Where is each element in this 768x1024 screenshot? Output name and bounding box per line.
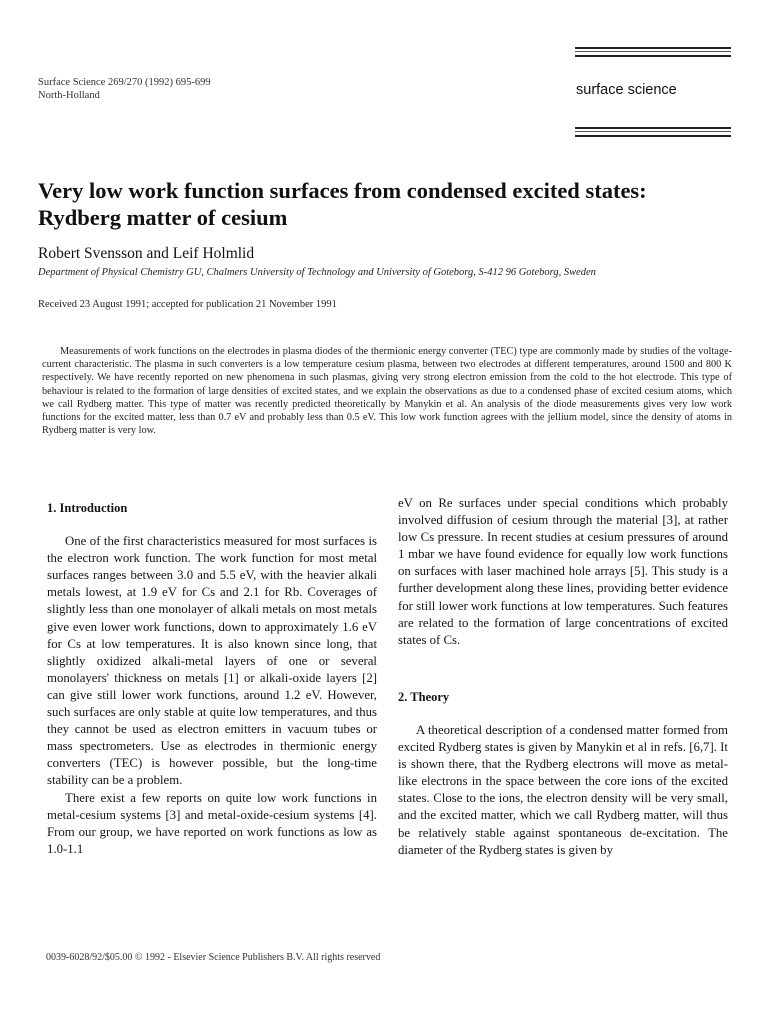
right-column (398, 495, 728, 859)
received-dates: Received 23 August 1991; accepted for publication 21 November 1991 (38, 299, 337, 310)
brand-rule-bottom-lower (575, 135, 731, 137)
intro-paragraph-2-continued: eV on Re surfaces under special conditions which probably involved diffusion of cesium through the material [3], at rather low Cs pressure. In recent studies at cesium pressures of around 1 mbar we have found evidence for equally low work functions on surfaces with laser machined hole arrays [5]. This study is a further development along these lines, providing better evidence for still lower work functions at low temperatures. Such features are related to the formation of large concentrations of excited states of Cs. (398, 496, 728, 647)
publisher-location: North-Holland (38, 90, 100, 101)
theory-paragraph-1: A theoretical description of a condensed matter formed from excited Rydberg states is given by Manykin et al in refs. [6,7]. It is shown there, that the Rydberg electrons will move as metal-like electrons in the space between the core ions of the excited states. Close to the ions, the electron density will be very small, and the excited matter, which we call Rydberg matter, will thus be relatively stable against spontaneous de-excitation. The diameter of the Rydberg states is given by (398, 722, 728, 857)
journal-citation-block (38, 76, 211, 102)
brand-rule-bottom-thin (575, 131, 731, 132)
intro-paragraph-2: There exist a few reports on quite low work functions in metal-cesium systems [3] and metal-oxide-cesium systems [4]. From our group, we have reported on work functions as low as 1.0-1.1 (47, 790, 377, 856)
intro-paragraph-1: One of the first characteristics measured for most surfaces is the electron work function. The work function for most metal surfaces ranges between 3.0 and 5.5 eV, with the heavier alkali metals lowest, at 1.9 eV for Cs and 2.1 for Rb. Coverages of slightly less than one monolayer of alkali metals on most metals give even lower work functions, down to approximately 1.6 eV for Cs at low temperatures. It is also known since long, that slightly oxidized alkali-metal layers of one or several monolayers' thickness on metals [1] or alkali-oxide layers [2] can give still lower work functions, around 1.2 eV. However, such surfaces are only stable at quite low temperatures, and thus they cannot be used as electron emitters in vacuum tubes or mass spectrometers. Use as electrodes in thermionic energy converters (TEC) is however possible, but the long-time stability can be a problem. (47, 534, 377, 788)
journal-citation: Surface Science 269/270 (1992) 695-699 (38, 77, 211, 88)
paper-title-line-2: Rydberg matter of cesium (38, 205, 288, 230)
brand-rule-top-thin (575, 51, 731, 52)
affiliation: Department of Physical Chemistry GU, Chalmers University of Technology and University of Goteborg, S-412 96 Goteborg, Sweden (38, 267, 596, 278)
authors: Robert Svensson and Leif Holmlid (38, 245, 255, 262)
left-column (47, 500, 377, 858)
section-heading-introduction: 1. Introduction (47, 501, 128, 515)
brand-rule-top (575, 47, 731, 49)
copyright-footer: 0039-6028/92/$05.00 © 1992 - Elsevier Science Publishers B.V. All rights reserved (46, 952, 381, 963)
paper-title (38, 177, 738, 231)
brand-rule-bottom (575, 127, 731, 129)
section-heading-theory: 2. Theory (398, 689, 450, 704)
journal-brand: surface science (576, 82, 677, 98)
abstract: Measurements of work functions on the electrodes in plasma diodes of the thermionic energy converter (TEC) type are commonly made by studies of the voltage-current characteristic. The plasma in such converters is a low temperature cesium plasma, between two electrodes at different temperatures, around 1500 and 800 K respectively. We have recently reported on new phenomena in such plasmas, giving very strong electron emission from the cold to the hot electrode. This type of behaviour is related to the formation of large densities of excited states, and we explain the observations as due to a condensed phase of excited cesium atoms, which we call Rydberg matter. This type of matter was recently predicted theoretically by Manykin et al. An analysis of the diode measurements gives very low work functions for the excited matter, less than 0.7 eV and probably less than 0.5 eV. This low work function agrees with the jellium model, since the density of atoms in Rydberg matter is very low. (42, 346, 732, 437)
brand-rule-top-lower (575, 55, 731, 57)
paper-title-line-1: Very low work function surfaces from condensed excited states: (38, 178, 647, 203)
